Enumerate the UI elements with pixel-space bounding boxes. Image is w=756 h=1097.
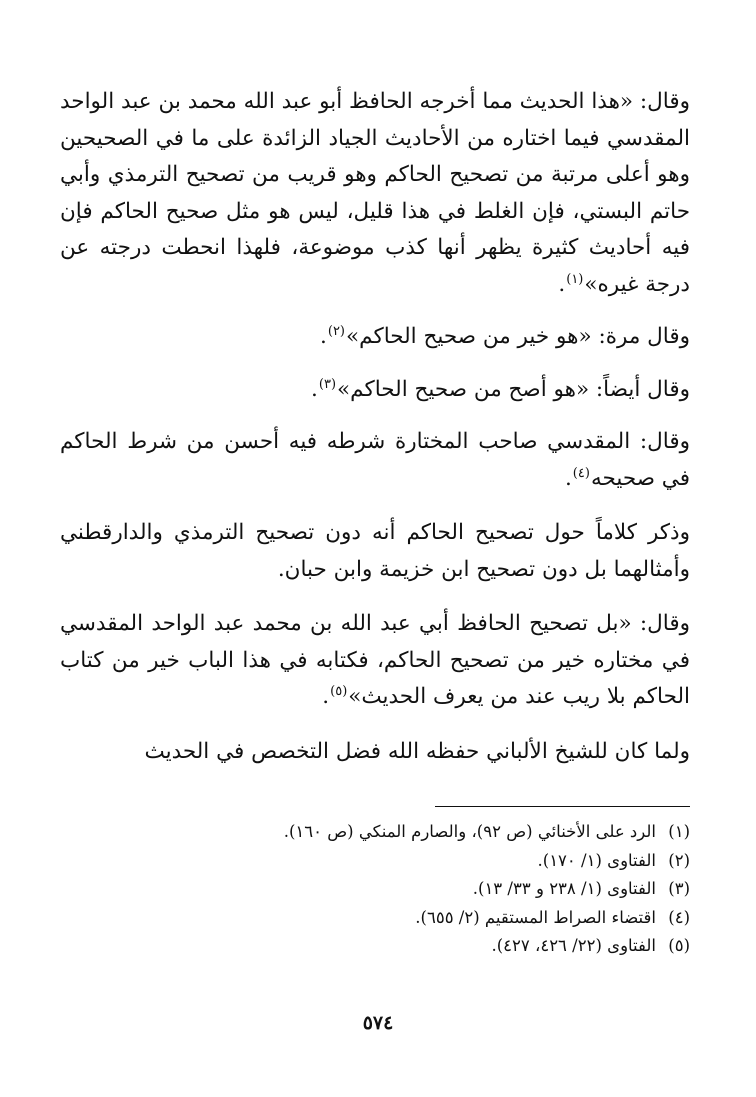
main-text [60,84,690,770]
paragraph-3 [60,372,690,409]
paragraph-tail: . [311,376,318,402]
footnote-marker[interactable]: (١) [566,271,584,287]
paragraph-tail: . [564,465,572,491]
paragraph-7 [60,734,690,771]
page-number: ٥٧٤ [362,1012,394,1034]
paragraph-6 [60,606,690,716]
footnote-text: الفتاوى (٢٢/ ٤٢٦، ٤٢٧). [491,936,656,955]
footnote-marker[interactable]: (٤) [572,465,590,481]
footnotes [60,818,690,961]
paragraph-text: وقال: «بل تصحيح الحافظ أبي عبد الله بن محمد عبد الواحد المقدسي في مختاره خير من تصحيح الحاكم، فكتابه في هذا الباب خير من كتاب الحاكم بلا ريب عند من يعرف الحديث» [60,611,690,709]
paragraph-text: وذكر كلاماً حول تصحيح الحاكم أنه دون تصحيح الترمذي والدارقطني وأمثالهما بل دون تصحيح ابن خزيمة وابن حبان. [60,520,690,582]
footnote-4 [60,904,690,933]
paragraph-1 [60,84,690,303]
footnote-1 [60,818,690,847]
paragraph-2 [60,319,690,356]
paragraph-tail: . [320,324,327,349]
footnote-number: (٥) [668,936,690,955]
footnote-text: الفتاوى (١/ ٢٣٨ و ٣٣/ ١٣). [472,879,656,898]
paragraph-text: وقال أيضاً: «هو أصح من صحيح الحاكم» [337,376,690,402]
paragraph-4 [60,424,690,497]
footnote-5 [60,932,690,961]
paragraph-tail: . [558,271,566,297]
footnote-number: (٢) [668,850,690,870]
footnote-text: اقتضاء الصراط المستقيم (٢/ ٦٥٥). [415,907,656,927]
footnote-number: (٣) [668,879,690,898]
footnote-marker[interactable]: (٥) [330,684,348,699]
footnote-2 [60,847,690,876]
paragraph-text: ولما كان للشيخ الألباني حفظه الله فضل التخصص في الحديث [144,738,690,764]
footnote-text: الرد على الأخنائي (ص ٩٢)، والصارم المنكي (ص ١٦٠). [283,822,656,841]
paragraph-text: وقال: «هذا الحديث مما أخرجه الحافظ أبو عبد الله محمد بن عبد الواحد المقدسي فيما اختاره من الأحاديث الجياد الزائدة على ما في الصحيحين وهو أعلى مرتبة من تصحيح الحاكم وهو قريب من تصحيح الترمذي وأبي حاتم البستي، فإن الغلط في هذا قليل، ليس هو مثل صحيح الحاكم فإن فيه أحاديث كثيرة يظهر أنها كذب موضوعة، فلهذا انحطت درجته عن درجة غيره» [60,89,690,297]
paragraph-5 [60,515,690,588]
footnote-number: (١) [668,822,690,841]
paragraph-tail: . [322,684,330,709]
paragraph-text: وقال: المقدسي صاحب المختارة شرطه فيه أحسن من شرط الحاكم في صحيحه [60,429,690,491]
paragraph-text: وقال مرة: «هو خير من صحيح الحاكم» [346,324,690,349]
footnote-marker[interactable]: (٢) [327,324,345,339]
footnote-3 [60,875,690,904]
footnote-divider [435,806,690,807]
footnote-number: (٤) [668,907,690,927]
footnote-marker[interactable]: (٣) [318,376,337,392]
footnote-text: الفتاوى (١/ ١٧٠). [537,850,656,870]
